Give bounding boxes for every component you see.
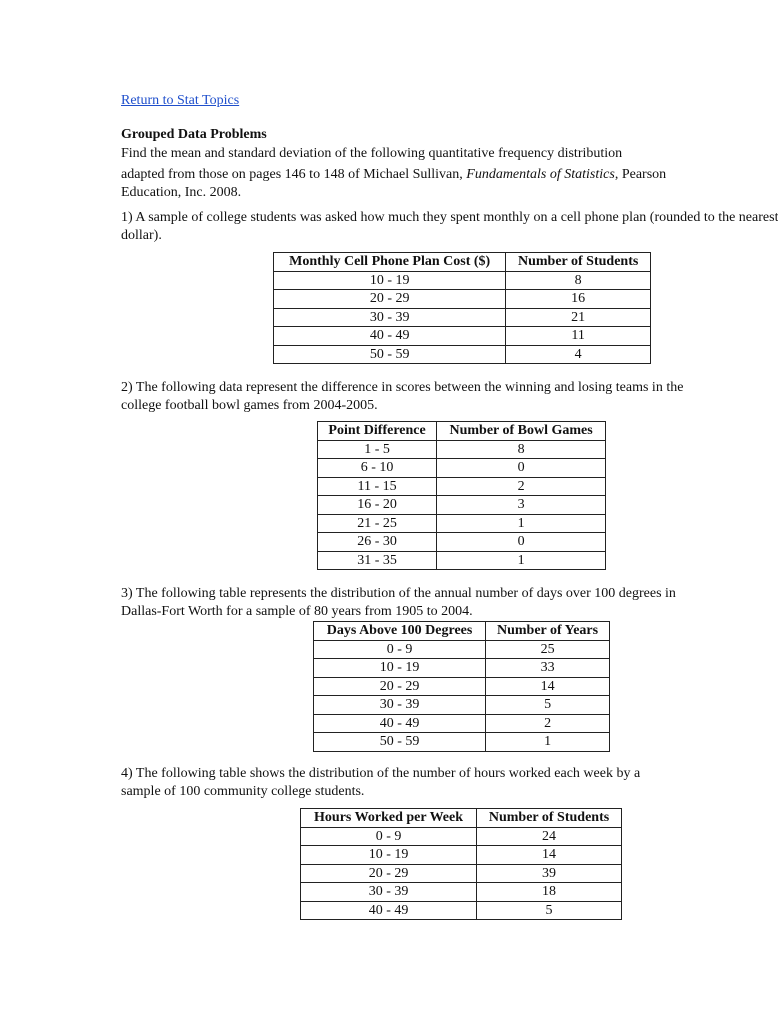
point-difference-table: [317, 421, 606, 570]
book-title: Fundamentals of Statistics: [466, 167, 615, 182]
class-interval-cell: 0 - 9: [314, 640, 486, 659]
table-row: [314, 714, 610, 733]
intro-line-1: Find the mean and standard deviation of the following quantitative frequency distribution: [121, 146, 623, 161]
frequency-cell: 14: [486, 677, 610, 696]
frequency-column-header: Number of Students: [506, 253, 651, 272]
frequency-cell: 0: [437, 459, 606, 478]
table-row: [314, 677, 610, 696]
frequency-column-header: Number of Students: [477, 809, 622, 828]
problem-4-line-2: sample of 100 community college students.: [121, 784, 365, 799]
intro-line-2: [121, 166, 666, 184]
frequency-cell: 5: [477, 901, 622, 920]
table-row: [301, 883, 622, 902]
table-row: [301, 846, 622, 865]
frequency-cell: 11: [506, 327, 651, 346]
table-header-row: [314, 622, 610, 641]
table-row: [301, 901, 622, 920]
frequency-cell: 8: [506, 271, 651, 290]
table-row: [318, 477, 606, 496]
table-row: [274, 345, 651, 364]
class-interval-cell: 30 - 39: [314, 696, 486, 715]
class-interval-cell: 10 - 19: [314, 659, 486, 678]
table-header-row: [301, 809, 622, 828]
class-interval-cell: 30 - 39: [274, 308, 506, 327]
problem-2-line-1: 2) The following data represent the difference in scores between the winning and losing teams in the: [121, 380, 684, 395]
frequency-cell: 24: [477, 827, 622, 846]
days-above-100-table: [313, 621, 610, 752]
frequency-column-header: Number of Years: [486, 622, 610, 641]
problem-1-line-2: dollar).: [121, 228, 162, 243]
table-row: [314, 659, 610, 678]
frequency-cell: 5: [486, 696, 610, 715]
hours-worked-table: [300, 808, 622, 920]
class-interval-cell: 11 - 15: [318, 477, 437, 496]
frequency-cell: 8: [437, 440, 606, 459]
frequency-cell: 18: [477, 883, 622, 902]
class-interval-cell: 31 - 35: [318, 551, 437, 570]
table-row: [318, 496, 606, 515]
class-interval-cell: 1 - 5: [318, 440, 437, 459]
class-interval-cell: 6 - 10: [318, 459, 437, 478]
intro-line-2-publisher: , Pearson: [614, 167, 667, 182]
table-row: [314, 733, 610, 752]
cell-phone-cost-table: [273, 252, 651, 364]
frequency-cell: 1: [437, 514, 606, 533]
table-row: [318, 440, 606, 459]
table-row: [301, 827, 622, 846]
frequency-cell: 1: [486, 733, 610, 752]
document-page: [121, 0, 778, 1024]
table-row: [274, 290, 651, 309]
table-row: [318, 459, 606, 478]
class-interval-cell: 21 - 25: [318, 514, 437, 533]
class-column-header: Monthly Cell Phone Plan Cost ($): [274, 253, 506, 272]
section-heading: Grouped Data Problems: [121, 127, 267, 142]
frequency-cell: 39: [477, 864, 622, 883]
class-interval-cell: 16 - 20: [318, 496, 437, 515]
class-interval-cell: 50 - 59: [274, 345, 506, 364]
frequency-column-header: Number of Bowl Games: [437, 422, 606, 441]
problem-3-line-1: 3) The following table represents the distribution of the annual number of days over 100 degrees in: [121, 586, 676, 601]
frequency-cell: 3: [437, 496, 606, 515]
class-column-header: Hours Worked per Week: [301, 809, 477, 828]
return-to-stat-topics-link[interactable]: Return to Stat Topics: [121, 93, 240, 108]
class-interval-cell: 10 - 19: [301, 846, 477, 865]
table-row: [274, 327, 651, 346]
frequency-cell: 21: [506, 308, 651, 327]
table-row: [318, 533, 606, 552]
class-interval-cell: 30 - 39: [301, 883, 477, 902]
table-row: [314, 696, 610, 715]
frequency-cell: 4: [506, 345, 651, 364]
intro-line-2-text: adapted from those on pages 146 to 148 of Michael Sullivan,: [121, 167, 463, 182]
table-row: [314, 640, 610, 659]
frequency-cell: 2: [486, 714, 610, 733]
table-row: [318, 514, 606, 533]
problem-1-line-1: 1) A sample of college students was asked how much they spent monthly on a cell phone plan (rounded to the nearest: [121, 210, 778, 225]
table-row: [274, 308, 651, 327]
class-interval-cell: 20 - 29: [274, 290, 506, 309]
table-row: [301, 864, 622, 883]
class-interval-cell: 40 - 49: [301, 901, 477, 920]
problem-3-line-2: Dallas-Fort Worth for a sample of 80 years from 1905 to 2004.: [121, 604, 473, 619]
class-interval-cell: 50 - 59: [314, 733, 486, 752]
frequency-cell: 2: [437, 477, 606, 496]
problem-4-line-1: 4) The following table shows the distribution of the number of hours worked each week by a: [121, 766, 641, 781]
table-row: [318, 551, 606, 570]
intro-line-3: Education, Inc. 2008.: [121, 185, 242, 200]
frequency-cell: 0: [437, 533, 606, 552]
class-interval-cell: 20 - 29: [301, 864, 477, 883]
table-row: [274, 271, 651, 290]
class-interval-cell: 0 - 9: [301, 827, 477, 846]
frequency-cell: 16: [506, 290, 651, 309]
class-interval-cell: 10 - 19: [274, 271, 506, 290]
frequency-cell: 1: [437, 551, 606, 570]
table-header-row: [274, 253, 651, 272]
class-interval-cell: 40 - 49: [314, 714, 486, 733]
class-interval-cell: 40 - 49: [274, 327, 506, 346]
problem-2-line-2: college football bowl games from 2004-2005.: [121, 398, 378, 413]
class-interval-cell: 20 - 29: [314, 677, 486, 696]
frequency-cell: 14: [477, 846, 622, 865]
frequency-cell: 25: [486, 640, 610, 659]
table-header-row: [318, 422, 606, 441]
class-column-header: Days Above 100 Degrees: [314, 622, 486, 641]
class-interval-cell: 26 - 30: [318, 533, 437, 552]
class-column-header: Point Difference: [318, 422, 437, 441]
frequency-cell: 33: [486, 659, 610, 678]
